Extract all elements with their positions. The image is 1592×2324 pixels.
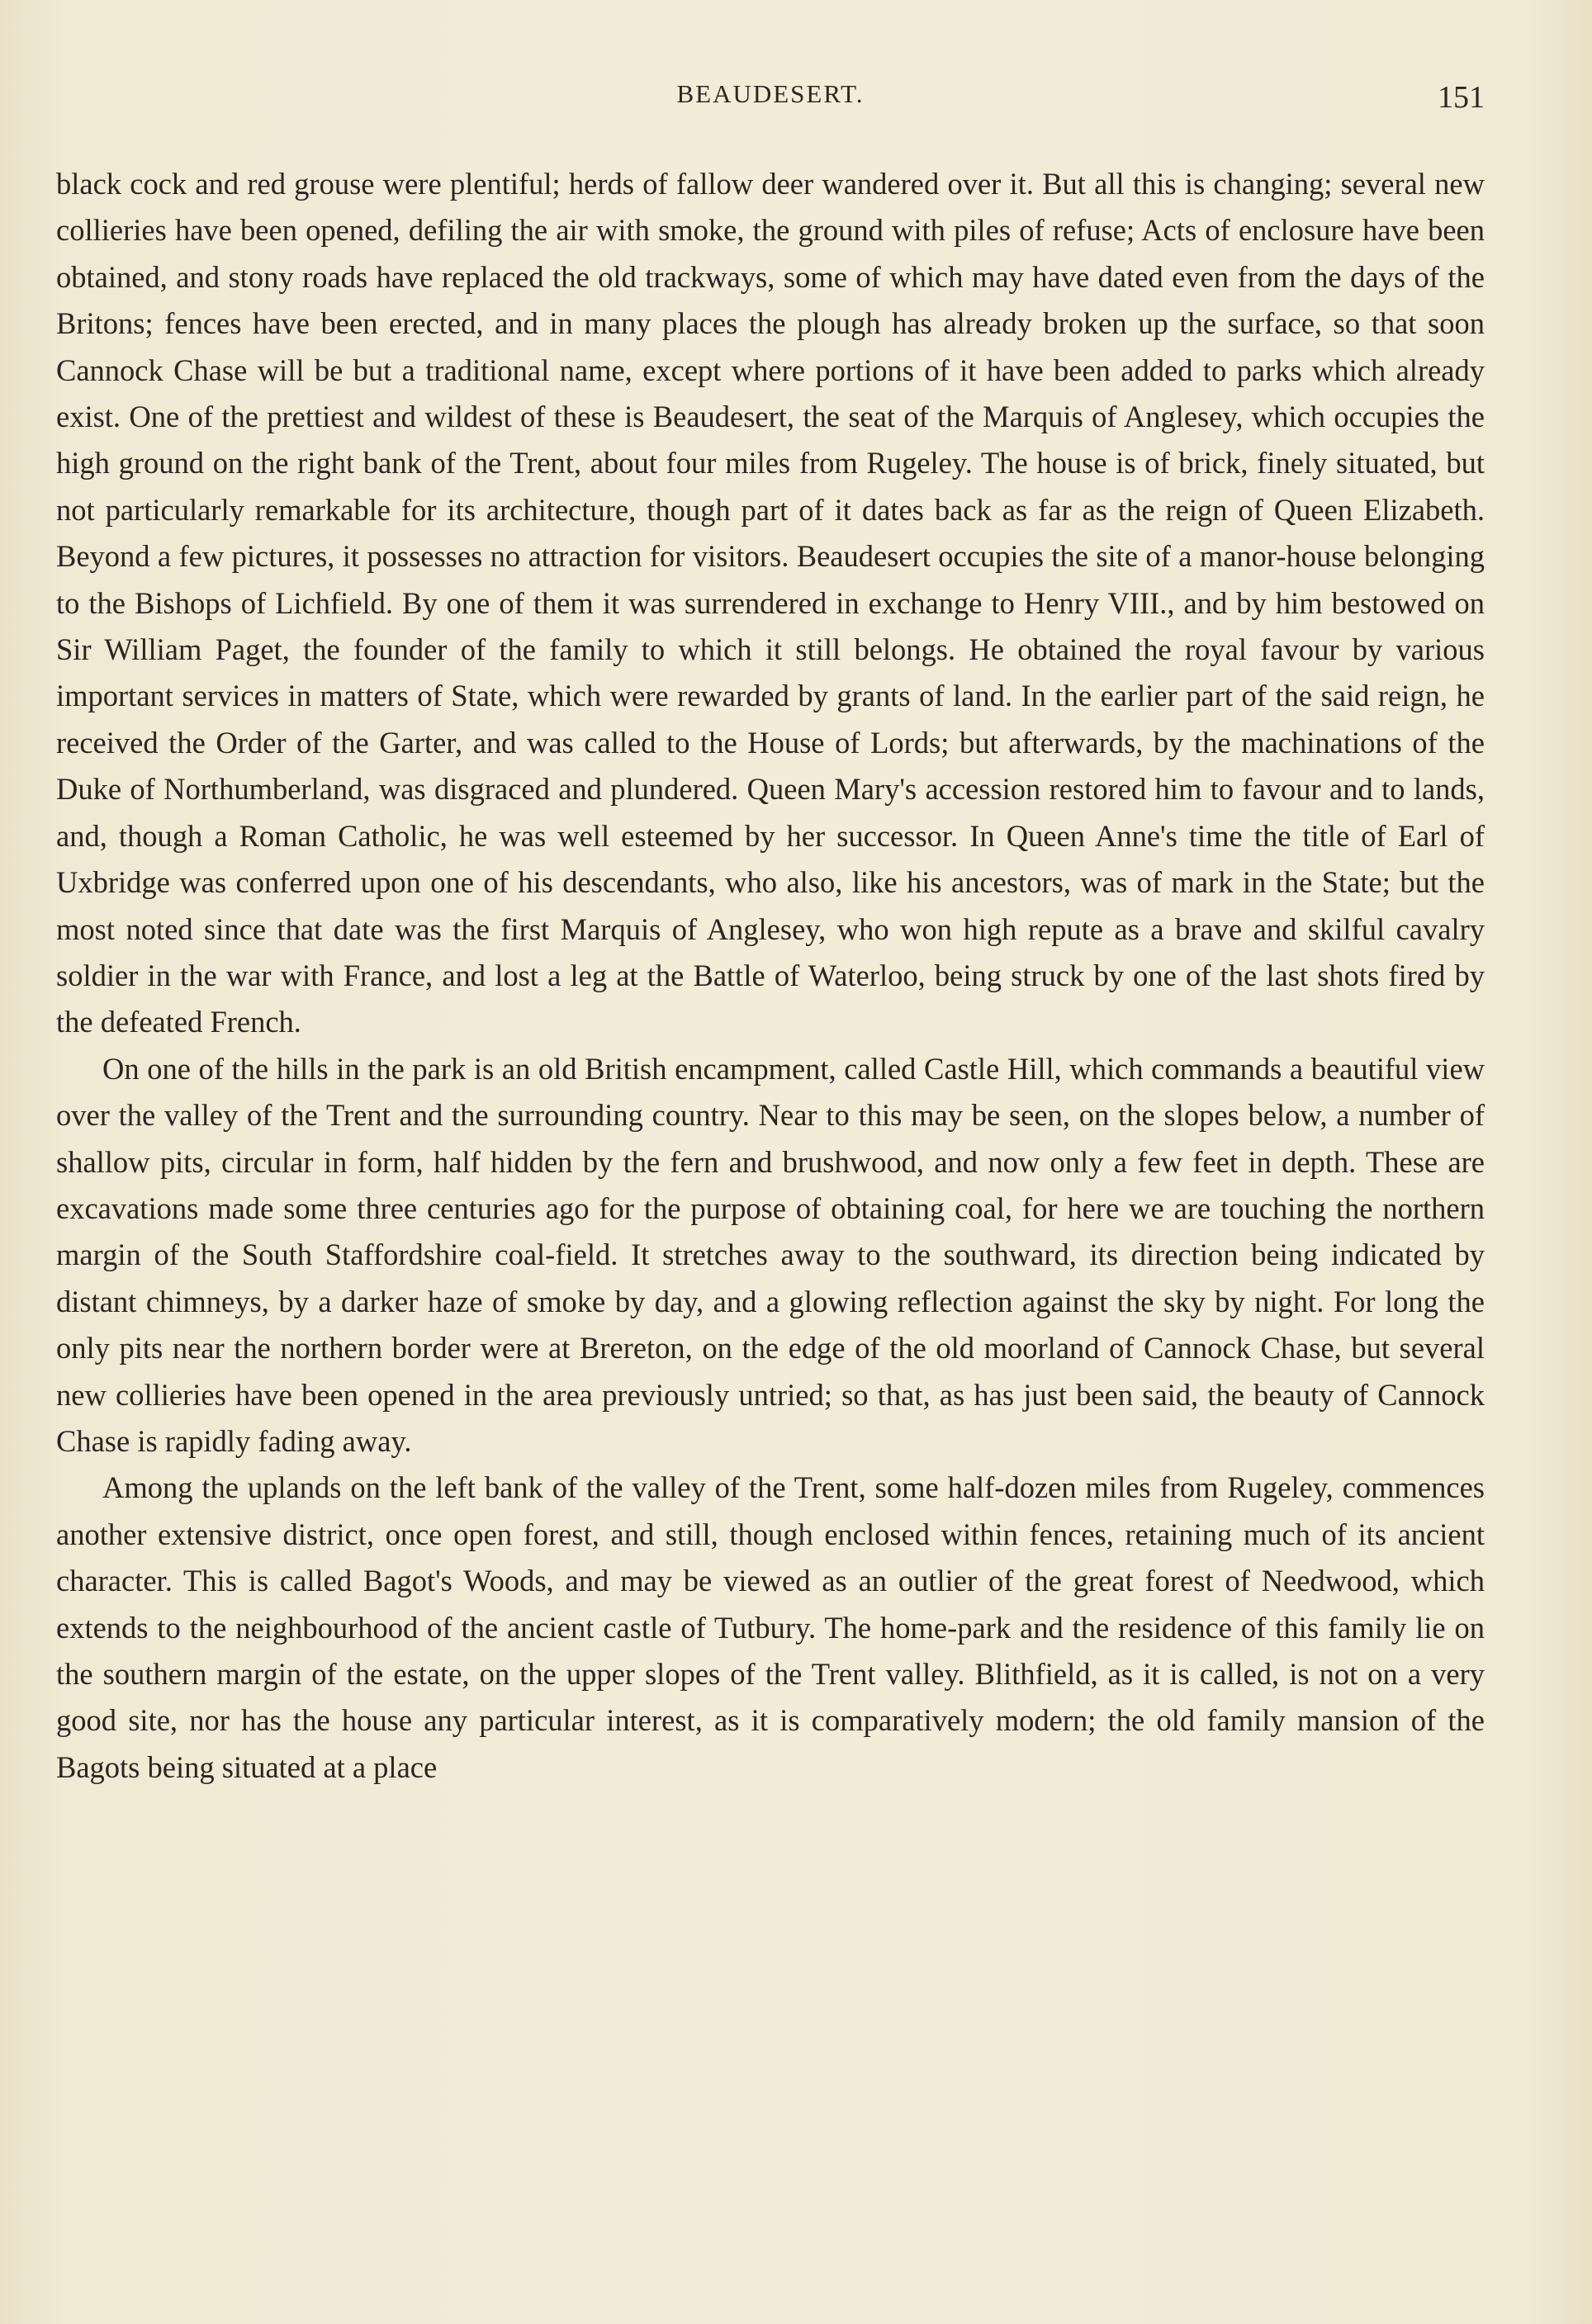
running-head xyxy=(56,79,1485,121)
paragraph-castle-hill: On one of the hills in the park is an old British encampment, called Castle Hill, which commands a beautiful view over the valley of the Trent and the surrounding country. Near to this may be seen, on the slopes below, a number of shallow pits, circular in form, half hidden by the fern and brushwood, and now only a few feet in depth. These are excavations made some three centuries ago for the purpose of obtaining coal, for here we are touching the northern margin of the South Staffordshire coal-field. It stretches away to the southward, its direction being indicated by distant chimneys, by a darker haze of smoke by day, and a glowing reflection against the sky by night. For long the only pits near the northern border were at Brereton, on the edge of the old moorland of Cannock Chase, but several new collieries have been opened in the area previously untried; so that, as has just been said, the beauty of Cannock Chase is rapidly fading away. xyxy=(56,1051,1485,1458)
page-number: 151 xyxy=(1438,80,1485,115)
paragraph-bagots-woods: Among the uplands on the left bank of the valley of the Trent, some half-dozen miles from Rugeley, commences another extensive district, once open forest, and still, though enclosed within fences, retaining much of its ancient character. This is called Bagot's Woods, and may be viewed as an outlier of the great forest of Needwood, which extends to the neighbourhood of the ancient castle of Tutbury. The home-park and the residence of this family lie on the southern margin of the estate, on the upper slopes of the Trent valley. Blithfield, as it is called, is not on a very good site, nor has the house any particular interest, as it is comparatively modern; the old family mansion of the Bagots being situated at a place xyxy=(56,1470,1485,1784)
paragraph-beaudesert: black cock and red grouse were plentiful; herds of fallow deer wandered over it. But all this is changing; several new collieries have been opened, defiling the air with smoke, the ground with piles of refuse; Acts of enclosure have been obtained, and stony roads have replaced the old trackways, some of which may have dated even from the days of the Britons; fences have been erected, and in many places the plough has already broken up the surface, so that soon Cannock Chase will be but a traditional name, except where portions of it have been added to parks which already exist. One of the prettiest and wildest of these is Beaudesert, the seat of the Marquis of Anglesey, which occupies the high ground on the right bank of the Trent, about four miles from Rugeley. The house is of brick, finely situated, but not particularly remarkable for its architecture, though part of it dates back as far as the reign of Queen Elizabeth. Beyond a few pictures, it possesses no attraction for visitors. Beaudesert occupies the site of a manor-house belonging to the Bishops of Lichfield. By one of them it was surrendered in exchange to Henry VIII., and by him bestowed on Sir William Paget, the founder of the family to which it still belongs. He obtained the royal favour by various important services in matters of State, which were rewarded by grants of land. In the earlier part of the said reign, he received the Order of the Garter, and was called to the House of Lords; but afterwards, by the machinations of the Duke of Northumberland, was disgraced and plundered. Queen Mary's accession restored him to favour and to lands, and, though a Roman Catholic, he was well esteemed by her successor. In Queen Anne's time the title of Earl of Uxbridge was conferred upon one of his descendants, who also, like his ancestors, was of mark in the State; but the most noted since that date was the first Marquis of Anglesey, who won high repute as a brave and skilful cavalry soldier in the war with France, and lost a leg at the Battle of Waterloo, being struck by one of the last shots fired by the defeated French. xyxy=(56,167,1485,1039)
running-title: BEAUDESERT. xyxy=(676,79,865,108)
body-text xyxy=(56,161,1485,1791)
